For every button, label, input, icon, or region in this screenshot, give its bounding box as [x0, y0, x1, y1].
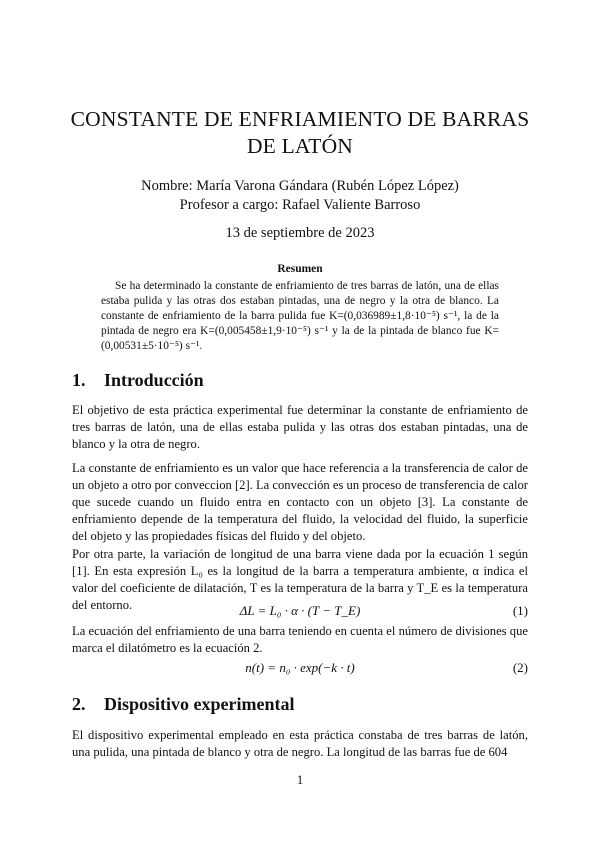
section-number: 2.: [72, 694, 86, 714]
section-number: 1.: [72, 370, 86, 390]
intro-paragraph-3: Por otra parte, la variación de longitud de una barra viene dada por la ecuación 1 según [1]. En esta expresión L₀ es la longitud de la barra a temperatura ambiente, α indica el valor del coeficiente de dilatación, T es la temperatura de la barra y T_E es la temperatura del entorno.: [72, 547, 528, 612]
paper-title: CONSTANTE DE ENFRIAMIENTO DE BARRAS DE LATÓN: [70, 107, 530, 158]
equation-2-expression: n(t) = n₀ · exp(−k · t): [245, 660, 355, 675]
equation-2-label: (2): [512, 660, 528, 675]
dispositivo-paragraph-1: El dispositivo experimental empleado en esta práctica constaba de tres barras de latón, una pulida, una pintada de blanco y otra de negro. La longitud de las barras fue de 604: [72, 728, 528, 759]
equation-1: [72, 603, 528, 621]
intro-paragraph-4: La ecuación del enfriamiento de una barra teniendo en cuenta el número de divisiones que marca el dilatómetro es la ecuación 2.: [72, 624, 528, 655]
section-dispositivo-heading: [72, 694, 295, 715]
equation-1-label: (1): [512, 603, 528, 618]
equation-1-expression: ΔL = L₀ · α · (T − T_E): [239, 603, 361, 618]
professor-line: Profesor a cargo: Rafael Valiente Barroso: [179, 197, 421, 213]
authors-line: Nombre: María Varona Gándara (Rubén López López): [141, 178, 459, 194]
intro-paragraph-2: La constante de enfriamiento es un valor que hace referencia a la transferencia de calor de un objeto a otro por conveccion [2]. La convección es un proceso de transferencia de calor que sucede cuando un fluido entra en contacto con un objeto [3]. La constante de enfriamiento depende de la temperatura del fluido, la velocidad del fluido, la superficie del objeto y las propiedades físicas del fluido y del objeto.: [72, 461, 528, 543]
page-number: 1: [296, 773, 304, 787]
equation-2: [72, 660, 528, 678]
abstract-text: Se ha determinado la constante de enfriamiento de tres barras de latón, una de ellas estaba pulida y las otras dos estaban pintadas, una de negro y la otra de blanco. La constante de enfriamiento de la barra pulida fue K=(0,036989±1,8·10⁻⁵) s⁻¹, la de la pintada de negro era K=(0,005458±1,9·10⁻⁵) s⁻¹ y la de la pintada de blanco fue K=(0,00531±5·10⁻⁵) s⁻¹.: [101, 280, 499, 352]
section-introduccion-heading: [72, 370, 204, 391]
date-line: 13 de septiembre de 2023: [225, 225, 375, 241]
intro-paragraph-1: El objetivo de esta práctica experimental fue determinar la constante de enfriamiento de tres barras de latón, una de ellas estaba pulida y las otras dos estaban pintadas, una de blanco y la otra de negro.: [72, 403, 528, 451]
section-title: Dispositivo experimental: [104, 694, 295, 714]
section-title: Introducción: [104, 370, 204, 390]
abstract-heading: Resumen: [277, 263, 323, 275]
